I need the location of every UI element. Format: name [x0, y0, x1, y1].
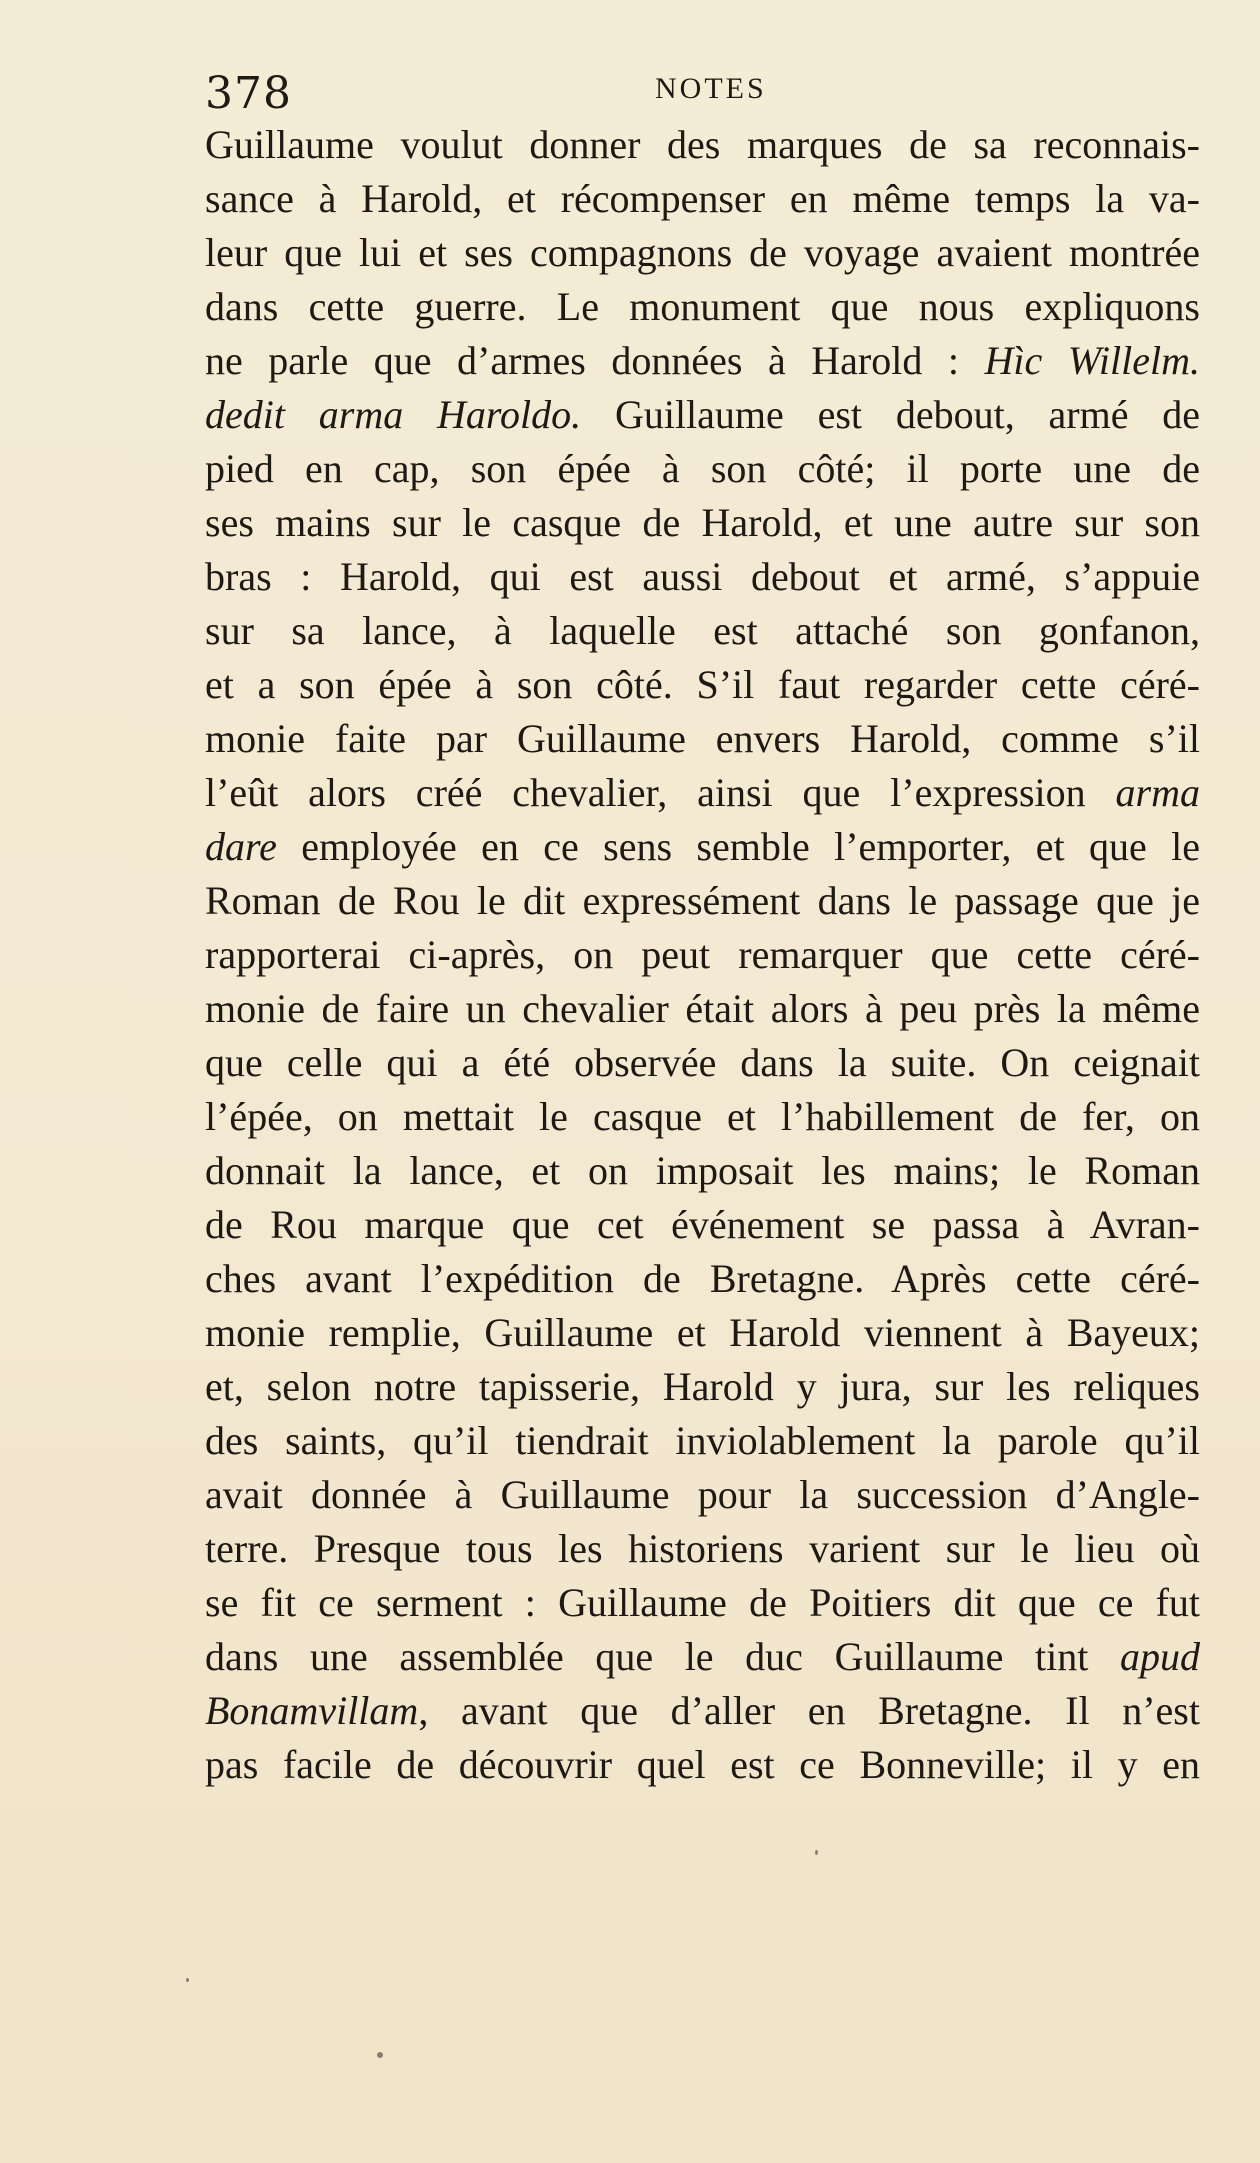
- running-title: NOTES: [655, 72, 767, 105]
- page-number: 378: [205, 68, 292, 119]
- italic-text-run: dare: [205, 824, 277, 869]
- italic-text-run: Bonamvillam: [205, 1688, 419, 1733]
- text-line: [205, 550, 1200, 604]
- text-line: [205, 496, 1200, 550]
- text-run: Roman de Rou le dit expressément dans le passage que je: [205, 878, 1200, 923]
- text-line: [205, 334, 1200, 388]
- text-line: [205, 1198, 1200, 1252]
- text-line: [205, 280, 1200, 334]
- italic-text-run: Hìc Willelm.: [984, 338, 1201, 383]
- text-line: [205, 226, 1200, 280]
- text-run: ne parle que d’armes données à Harold :: [205, 338, 985, 383]
- text-run: Guillaume est debout, armé de: [581, 392, 1201, 437]
- text-run: sur sa lance, à laquelle est attaché son gonfanon,: [205, 608, 1200, 653]
- paper-speck: [377, 2052, 383, 2058]
- text-run: des saints, qu’il tiendrait inviolablement la parole qu’il: [205, 1418, 1200, 1463]
- text-line: [205, 1738, 1200, 1792]
- text-line: [205, 604, 1200, 658]
- text-line: [205, 1090, 1200, 1144]
- text-run: employée en ce sens semble l’emporter, et que le: [276, 824, 1200, 869]
- text-line: [205, 1036, 1200, 1090]
- paper-speck: [186, 1978, 189, 1982]
- text-run: l’épée, on mettait le casque et l’habillement de fer, on: [205, 1094, 1200, 1139]
- text-run: dans cette guerre. Le monument que nous expliquons: [205, 284, 1200, 329]
- text-run: terre. Presque tous les historiens varient sur le lieu où: [205, 1526, 1200, 1571]
- text-run: , avant que d’aller en Bretagne. Il n’est: [418, 1688, 1200, 1733]
- text-run: l’eût alors créé chevalier, ainsi que l’expression: [205, 770, 1116, 815]
- text-run: ses mains sur le casque de Harold, et une autre sur son: [205, 500, 1200, 545]
- body-text: [205, 118, 1200, 1792]
- running-head: [205, 62, 1205, 122]
- text-run: pas facile de découvrir quel est ce Bonneville; il y en: [205, 1742, 1200, 1787]
- text-run: donnait la lance, et on imposait les mains; le Roman: [205, 1148, 1200, 1193]
- text-line: [205, 766, 1200, 820]
- text-line: [205, 874, 1200, 928]
- text-run: que celle qui a été observée dans la suite. On ceignait: [205, 1040, 1200, 1085]
- text-run: et, selon notre tapisserie, Harold y jura, sur les reliques: [205, 1364, 1200, 1409]
- text-run: monie faite par Guillaume envers Harold, comme s’il: [205, 716, 1200, 761]
- text-run: rapporterai ci-après, on peut remarquer que cette céré-: [205, 932, 1200, 977]
- text-line: [205, 1360, 1200, 1414]
- text-run: bras : Harold, qui est aussi debout et armé, s’appuie: [205, 554, 1200, 599]
- text-run: leur que lui et ses compagnons de voyage avaient montrée: [205, 230, 1200, 275]
- text-run: dans une assemblée que le duc Guillaume tint: [205, 1634, 1120, 1679]
- paper-speck: [815, 1850, 818, 1855]
- text-line: [205, 1252, 1200, 1306]
- text-run: monie de faire un chevalier était alors à peu près la même: [205, 986, 1200, 1031]
- text-run: ches avant l’expédition de Bretagne. Après cette céré-: [205, 1256, 1200, 1301]
- text-line: [205, 1414, 1200, 1468]
- text-run: se fit ce serment : Guillaume de Poitiers dit que ce fut: [205, 1580, 1200, 1625]
- italic-text-run: apud: [1120, 1634, 1200, 1679]
- text-line: [205, 1576, 1200, 1630]
- text-run: avait donnée à Guillaume pour la succession d’Angle-: [205, 1472, 1200, 1517]
- italic-text-run: dedit arma Haroldo.: [205, 392, 582, 437]
- text-run: de Rou marque que cet événement se passa à Avran-: [205, 1202, 1200, 1247]
- text-line: [205, 1684, 1200, 1738]
- text-line: [205, 1306, 1200, 1360]
- text-run: et a son épée à son côté. S’il faut regarder cette céré-: [205, 662, 1200, 707]
- text-line: [205, 1144, 1200, 1198]
- text-line: [205, 388, 1200, 442]
- text-run: monie remplie, Guillaume et Harold viennent à Bayeux;: [205, 1310, 1200, 1355]
- text-run: sance à Harold, et récompenser en même temps la va-: [205, 176, 1200, 221]
- text-line: [205, 928, 1200, 982]
- text-line: [205, 820, 1200, 874]
- text-line: [205, 712, 1200, 766]
- text-line: [205, 982, 1200, 1036]
- text-line: [205, 442, 1200, 496]
- text-line: [205, 118, 1200, 172]
- text-line: [205, 1630, 1200, 1684]
- text-line: [205, 172, 1200, 226]
- text-run: pied en cap, son épée à son côté; il porte une de: [205, 446, 1200, 491]
- text-line: [205, 1468, 1200, 1522]
- text-line: [205, 1522, 1200, 1576]
- text-run: Guillaume voulut donner des marques de sa reconnais-: [205, 122, 1200, 167]
- italic-text-run: arma: [1115, 770, 1200, 815]
- text-line: [205, 658, 1200, 712]
